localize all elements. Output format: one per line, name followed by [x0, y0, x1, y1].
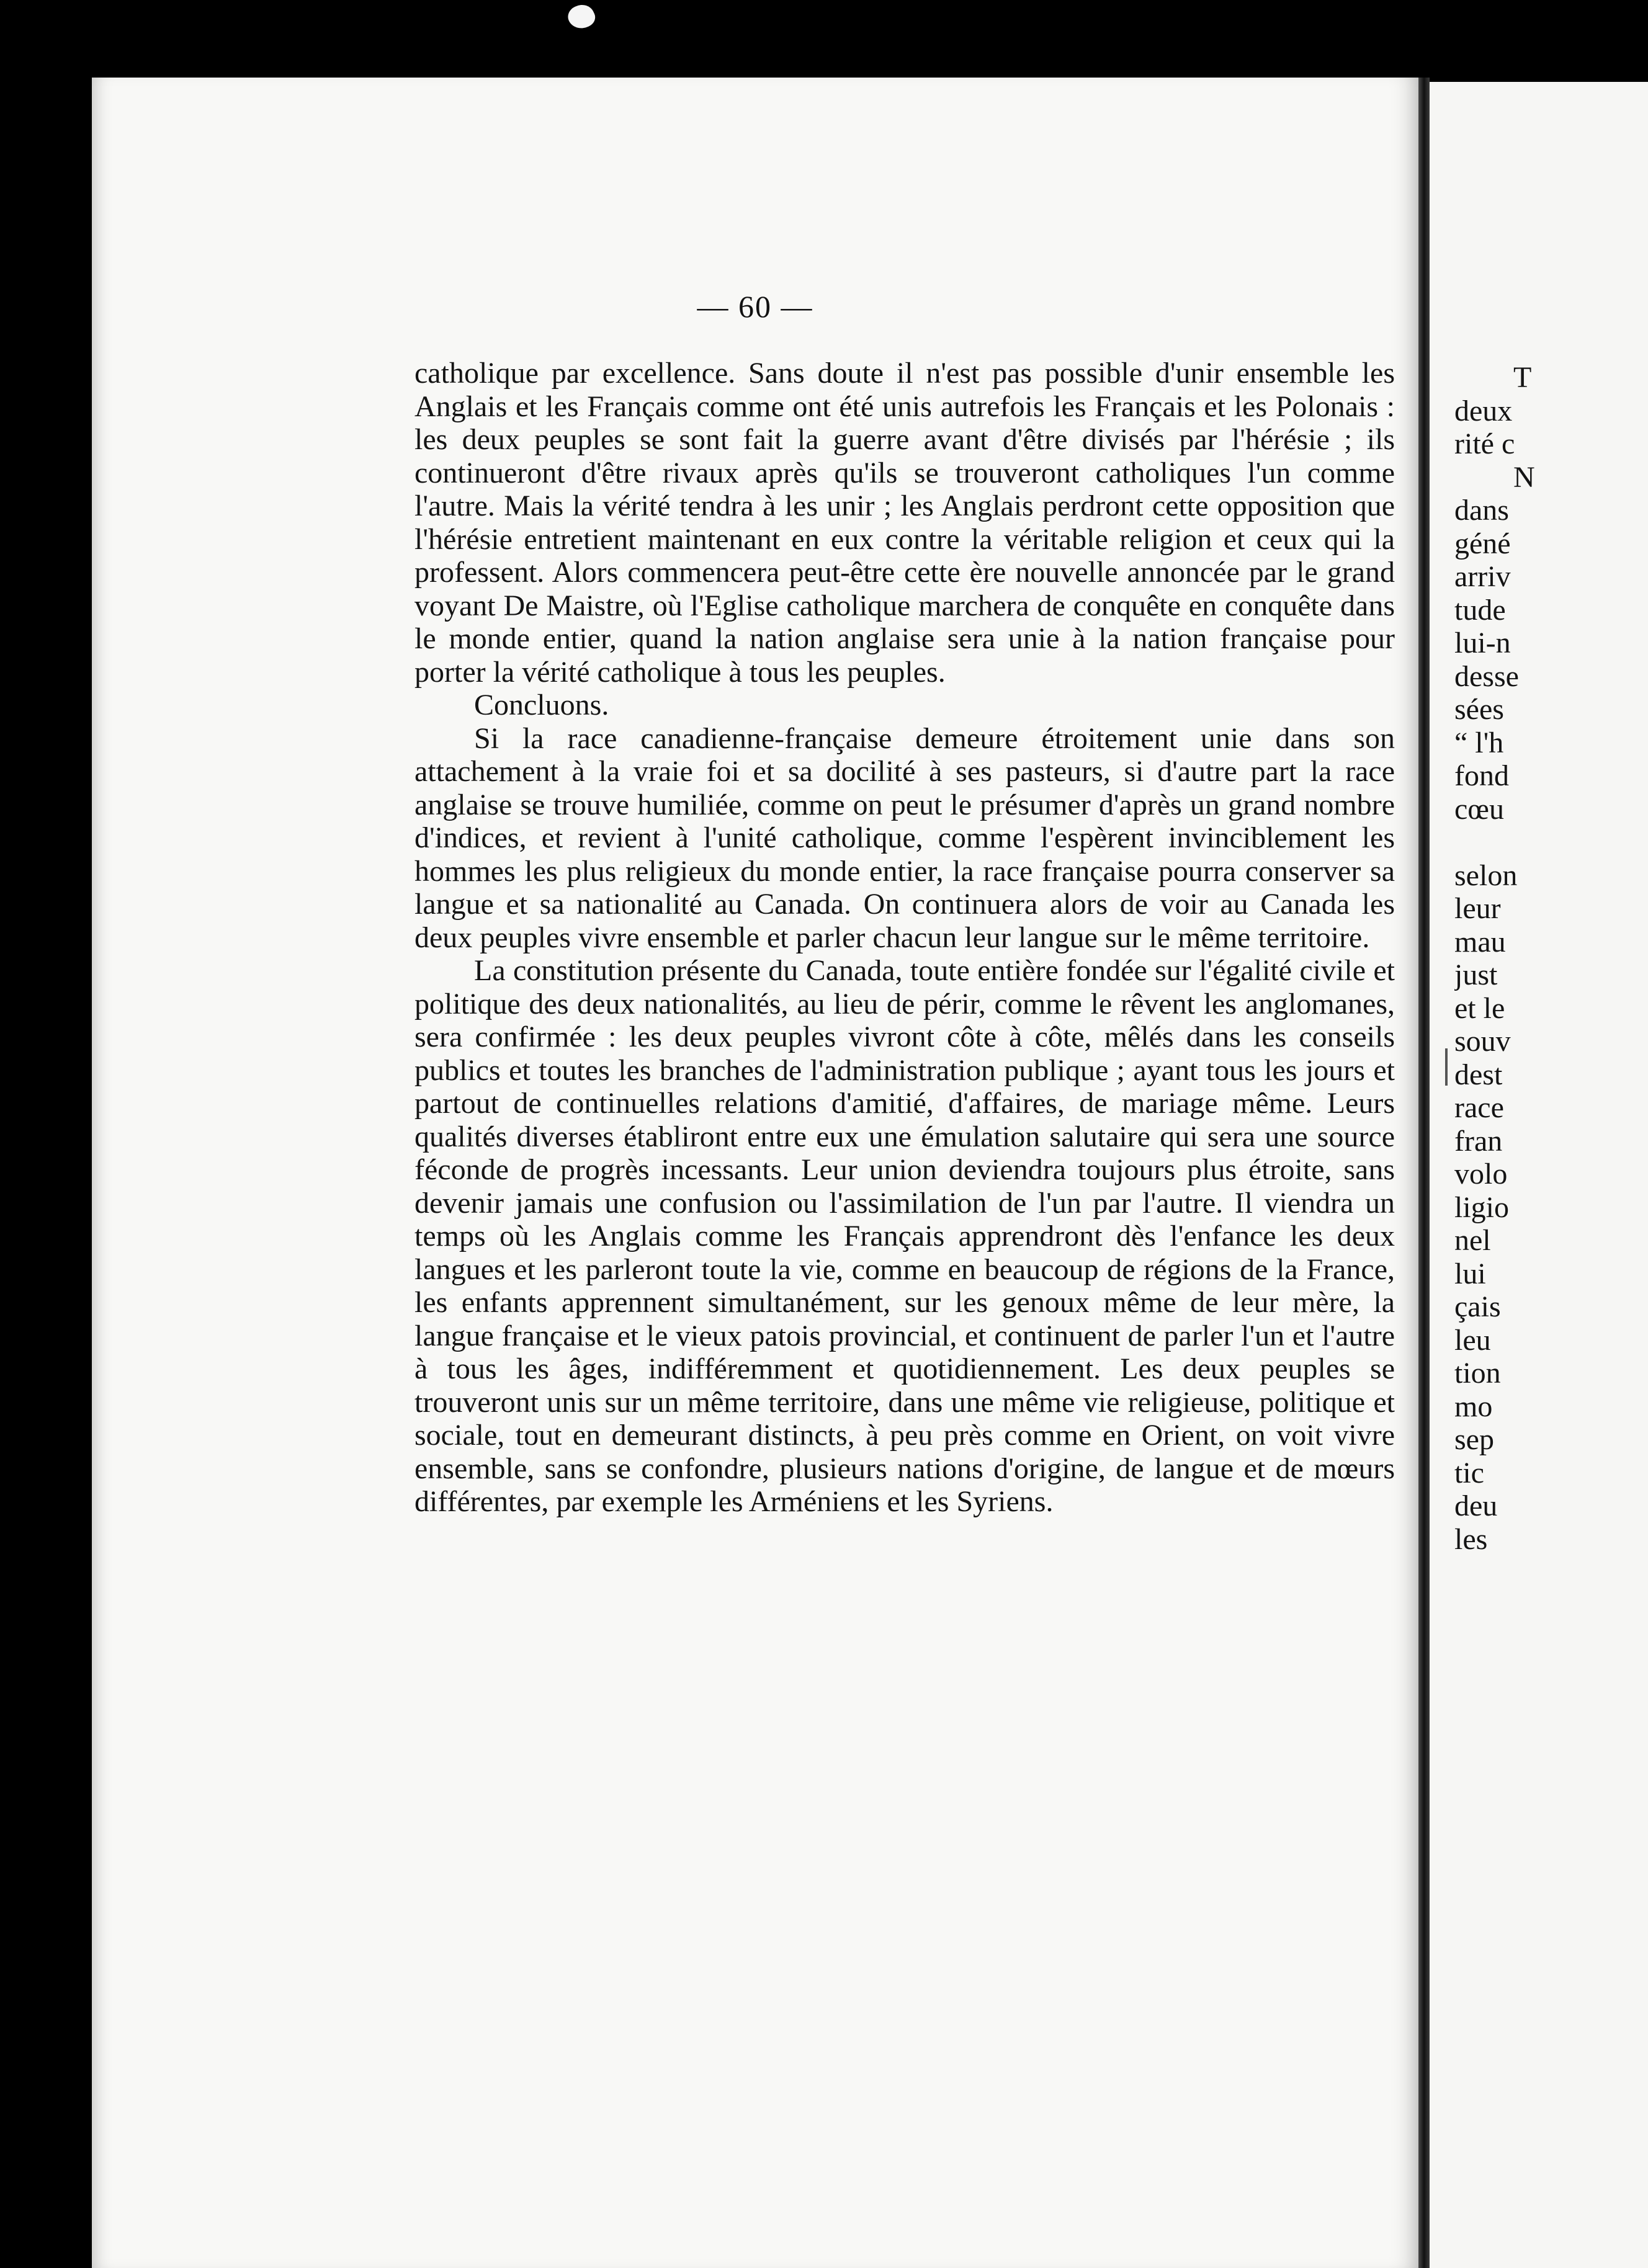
facing-page — [1430, 82, 1648, 2268]
facing-page-line: arriv — [1454, 560, 1511, 593]
facing-page-line: tude — [1454, 593, 1506, 627]
facing-page-line — [1454, 826, 1648, 859]
scan-speck — [565, 1, 598, 33]
left-page — [92, 78, 1418, 2268]
facing-page-line: nel — [1454, 1224, 1491, 1257]
facing-page-line: lui — [1454, 1257, 1486, 1290]
facing-page-line: selon — [1454, 859, 1518, 892]
facing-page-line: ligio — [1454, 1190, 1510, 1224]
facing-page-line: sep — [1454, 1423, 1494, 1456]
facing-page-line: et le — [1454, 991, 1505, 1025]
margin-mark — [1445, 1048, 1448, 1086]
paragraph-continuation: catholique par excellence. Sans doute il n'est pas possible d'unir ensemble les Anglais et les Français comme ont été unis autrefois les Français et les Polonais : les deux peuples se sont fait la guerre avant d'être divisés par l'hérésie ; ils continueront d'être rivaux après qu'ils se trouveront catholiques l'un comme l'autre. Mais la vérité tendra à les unir ; les Anglais perdront cette opposition que l'hérésie entretient maintenant en eux contre la véritable religion et ceux qui la professent. Alors commencera peut-être cette ère nouvelle annoncée par le grand voyant De Maistre, où l'Eglise catholique marchera de conquête en conquête dans le monde entier, quand la nation anglaise sera unie à la nation française pour porter la vérité catholique à tous les peuples. — [414, 357, 1395, 689]
body-text — [414, 357, 1395, 1994]
facing-page-line: fond — [1454, 759, 1509, 792]
facing-page-line: dest — [1454, 1058, 1503, 1091]
page-number: — 60 — — [697, 289, 813, 324]
facing-page-line: N — [1513, 460, 1535, 494]
facing-page-line: lui-n — [1454, 627, 1511, 659]
facing-page-line: leur — [1454, 892, 1501, 925]
facing-page-line: çais — [1454, 1290, 1501, 1323]
facing-page-line: leu — [1454, 1323, 1491, 1357]
facing-page-line: dans — [1454, 494, 1509, 527]
facing-page-line: desse — [1454, 659, 1519, 693]
facing-page-line: mau — [1454, 925, 1506, 958]
book-gutter — [1418, 78, 1430, 2268]
facing-page-line: tion — [1454, 1357, 1501, 1390]
facing-page-line: les — [1454, 1522, 1488, 1556]
facing-page-line: deux — [1454, 394, 1513, 427]
facing-page-line: just — [1454, 958, 1498, 991]
paragraph-concluons: Concluons. — [474, 689, 609, 721]
facing-page-line: “ l'h — [1454, 726, 1504, 759]
facing-page-line: volo — [1454, 1158, 1508, 1190]
facing-page-line: sées — [1454, 693, 1504, 726]
facing-page-line: deu — [1454, 1489, 1498, 1522]
facing-page-line: géné — [1454, 527, 1511, 560]
facing-page-line: cœu — [1454, 792, 1504, 826]
facing-page-line: souv — [1454, 1025, 1511, 1058]
facing-page-line: mo — [1454, 1390, 1493, 1423]
paragraph-constitution: La constitution présente du Canada, toute entière fondée sur l'égalité civile et politique des deux nationalités, au lieu de périr, comme le rêvent les anglomanes, sera confirmée : les deux peuples vivront côte à côte, mêlés dans les conseils publics et toutes les branches de l'administration publique ; ayant tous les jours et partout de continuelles relations d'amitié, d'affaires, de mariage même. Leurs qualités diverses établiront entre eux une émulation salutaire qui sera une source féconde de progrès incessants. Leur union deviendra toujours plus étroite, sans devenir jamais une confusion ou l'assimilation de l'un par l'autre. Il viendra un temps où les Anglais comme les Français apprendront dès l'enfance les deux langues et les parleront toute la vie, comme en beaucoup de régions de la France, les enfants apprennent simultanément, sur les genoux même de leur mère, la langue française et le vieux patois provincial, et continuent de parler l'un et l'autre à tous les âges, indifféremment et quotidiennement. Les deux peuples se trouveront unis sur un même territoire, dans une même vie religieuse, politique et sociale, tout en demeurant distincts, à peu près comme en Orient, on voit vivre ensemble, sans se confondre, plusieurs nations d'origine, de langue et de mœurs différentes, par exemple les Arméniens et les Syriens. — [414, 954, 1395, 1518]
facing-page-line: tic — [1454, 1456, 1484, 1489]
facing-page-text — [1454, 361, 1648, 2098]
paragraph-race: Si la race canadienne-française demeure étroitement unie dans son attachement à la vraie foi et sa docilité à ses pasteurs, si d'autre part la race anglaise se trouve humiliée, comme on peut le présumer d'après un grand nombre d'indices, et revient à l'unité catholique, comme l'espèrent invinciblement les hommes les plus religieux du monde entier, la race française pourra conserver sa langue et sa nationalité au Canada. On continuera alors de voir au Canada les deux peuples vivre ensemble et parler chacun leur langue sur le même territoire. — [414, 721, 1395, 954]
facing-page-line: T — [1513, 361, 1532, 394]
facing-page-line: rité c — [1454, 427, 1515, 460]
facing-page-line: fran — [1454, 1124, 1503, 1158]
facing-page-line: race — [1454, 1091, 1504, 1124]
